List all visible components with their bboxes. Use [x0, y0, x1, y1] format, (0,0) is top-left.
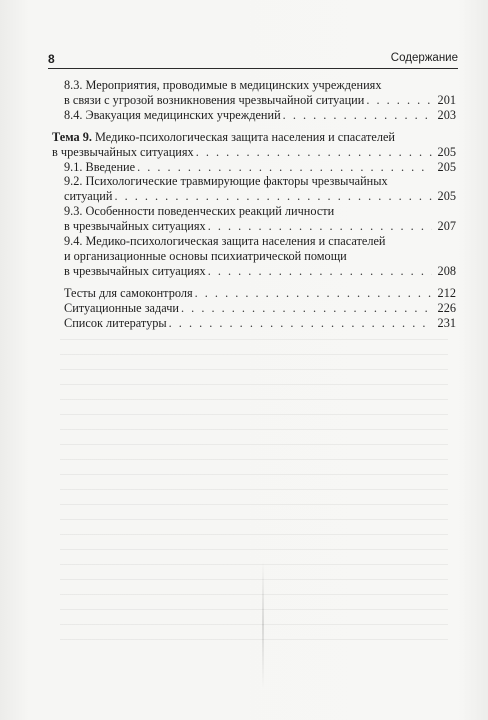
- leader-dots: [137, 160, 432, 175]
- leader-dots: [195, 286, 432, 301]
- toc-entry-8-3: [52, 78, 456, 108]
- toc-page-number: 205: [437, 189, 456, 204]
- toc-entry-text: в чрезвычайных ситуациях: [52, 144, 194, 159]
- toc-entry-text: 8.3. Мероприятия, проводимые в медицинских учреждениях: [64, 78, 382, 92]
- toc-entry-text: Медико-психологическая защита населения и спасателей: [91, 129, 396, 144]
- toc-entry-tests: [52, 286, 456, 301]
- leader-dots: [366, 93, 432, 108]
- toc-entry-text: 8.4. Эвакуация медицинских учреждений: [64, 107, 281, 122]
- toc-entry-9-1: [52, 160, 456, 175]
- toc-entry-9-3: [52, 204, 456, 234]
- page-number: 8: [48, 52, 55, 66]
- show-through-texture: [60, 330, 448, 640]
- toc-entry-9-4: [52, 234, 456, 279]
- toc-page-number: 205: [437, 144, 456, 159]
- toc-page-number: 231: [437, 315, 456, 330]
- toc-entry-text: в связи с угрозой возникновения чрезвычайной ситуации: [64, 92, 365, 107]
- toc-entry-text: Список литературы: [64, 315, 167, 330]
- toc-page-number: 212: [437, 285, 456, 300]
- toc-page-number: 201: [437, 92, 456, 107]
- toc-entry-text: 9.4. Медико-психологическая защита населения и спасателей: [64, 234, 386, 249]
- toc-entry-text: 9.3. Особенности поведенческих реакций личности: [64, 204, 335, 219]
- leader-dots: [208, 264, 432, 279]
- header-rule: [48, 68, 458, 69]
- leader-dots: [196, 145, 432, 160]
- table-of-contents: [52, 78, 456, 331]
- leader-dots: [114, 189, 432, 204]
- toc-entry-text: 9.1. Введение: [64, 159, 136, 174]
- toc-page-number: 207: [437, 219, 456, 234]
- leader-dots: [169, 316, 432, 331]
- toc-entry-text: Тесты для самоконтроля: [64, 285, 193, 300]
- toc-page-number: 203: [437, 107, 456, 122]
- page-crease: [262, 560, 264, 690]
- toc-theme-9: [52, 130, 456, 160]
- toc-entry-text: и организационные основы психиатрической помощи: [64, 248, 347, 263]
- toc-entry-text: 9.2. Психологические травмирующие факторы чрезвычайных: [64, 174, 388, 189]
- toc-entry-text: ситуаций: [64, 189, 113, 204]
- toc-entry-text: Ситуационные задачи: [64, 300, 180, 315]
- toc-entry-8-4: [52, 108, 456, 123]
- toc-entry-9-2: [52, 174, 456, 204]
- theme-label: Тема 9.: [52, 129, 92, 144]
- toc-page-number: 226: [437, 300, 456, 315]
- leader-dots: [181, 301, 432, 316]
- toc-entry-tasks: [52, 301, 456, 316]
- running-head: Содержание: [390, 52, 458, 64]
- toc-page-number: 208: [437, 263, 456, 278]
- leader-dots: [283, 108, 432, 123]
- toc-entry-text: в чрезвычайных ситуациях: [64, 263, 206, 278]
- toc-entry-text: в чрезвычайных ситуациях: [64, 219, 206, 234]
- leader-dots: [208, 219, 432, 234]
- toc-entry-references: [52, 316, 456, 331]
- toc-page-number: 205: [437, 159, 456, 174]
